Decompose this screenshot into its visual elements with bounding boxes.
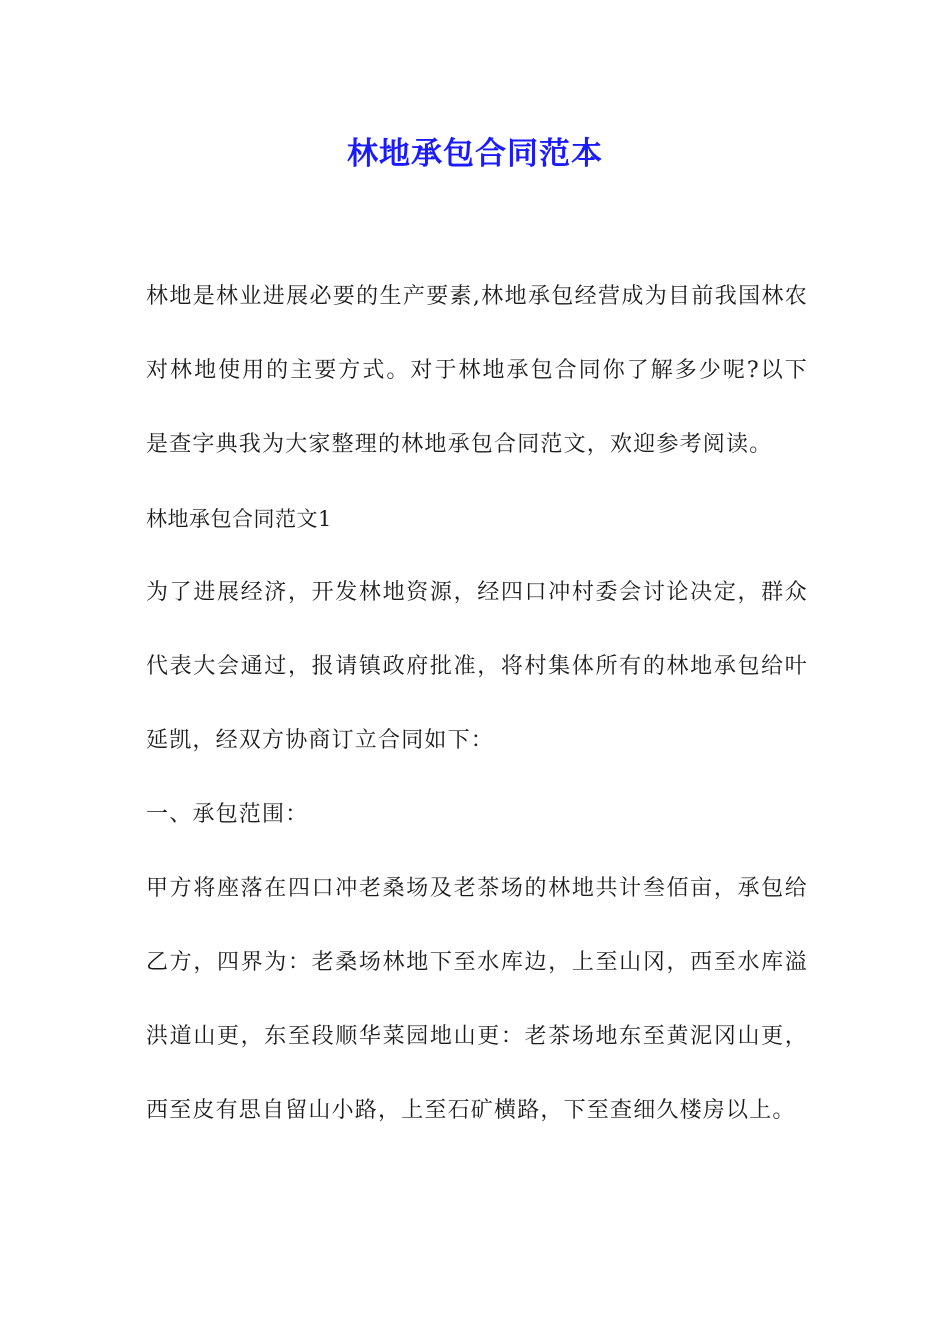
document-body: [146, 260, 808, 1148]
document-title: 林地承包合同范本: [347, 136, 603, 172]
clause-paragraph: 甲方将座落在四口冲老桑场及老茶场的林地共计叁佰亩，承包给乙方，四界为：老桑场林地下至水库边，上至山冈，西至水库溢洪道山更，东至段顺华菜园地山更：老茶场地东至黄泥冈山更，西至皮有思自留山小路，上至石矿横路，下至查细久楼房以上。: [146, 876, 808, 1123]
clause-heading: 一、承包范围：: [146, 802, 309, 827]
section-heading: 林地承包合同范文1: [146, 507, 332, 531]
contract-preamble-paragraph: 为了进展经济，开发林地资源，经四口冲村委会讨论决定，群众代表大会通过，报请镇政府批准，将村集体所有的林地承包给叶延凯，经双方协商订立合同如下：: [146, 580, 808, 753]
intro-paragraph: 林地是林业进展必要的生产要素,林地承包经营成为目前我国林农对林地使用的主要方式。对于林地承包合同你了解多少呢?以下是查字典我为大家整理的林地承包合同范文，欢迎参考阅读。: [146, 284, 808, 457]
